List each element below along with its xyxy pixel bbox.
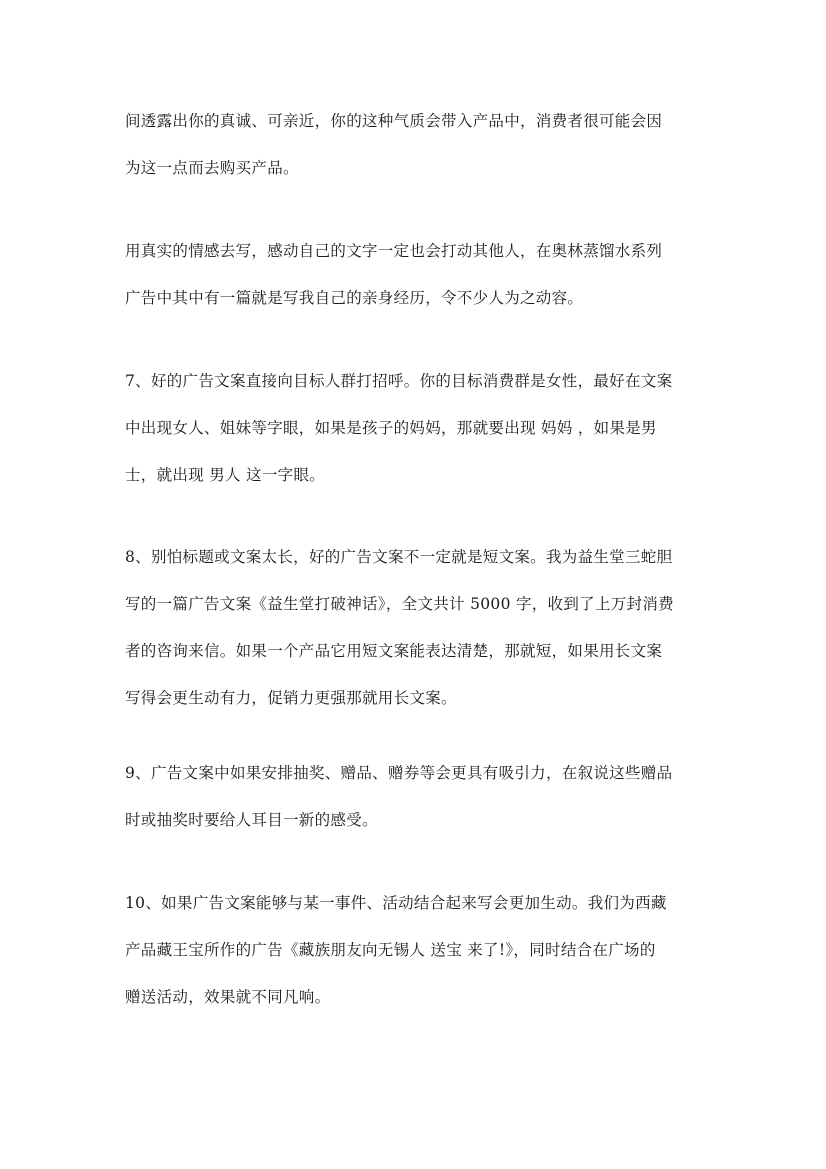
paragraph-point-7	[125, 358, 705, 499]
text-line: 者的咨询来信。如果一个产品它用短文案能表达清楚，那就短，如果用长文案	[125, 642, 663, 660]
text-line: 8、别怕标题或文案太长，好的广告文案不一定就是短文案。我为益生堂三蛇胆	[125, 548, 673, 566]
text-line: 中出现女人、姐妹等字眼，如果是孩子的妈妈，那就要出现 妈妈 ，如果是男	[125, 419, 657, 437]
text-line: 为这一点而去购买产品。	[125, 159, 299, 177]
paragraph-point-8	[125, 534, 705, 722]
text-line: 7、好的广告文案直接向目标人群打招呼。你的目标消费群是女性，最好在文案	[125, 372, 673, 390]
text-line: 写的一篇广告文案《益生堂打破神话》，全文共计 5000 字，收到了上万封消费	[125, 595, 674, 613]
paragraph-real-emotion	[125, 228, 705, 322]
text-line: 产品藏王宝所作的广告《藏族朋友向无锡人 送宝 来了!》，同时结合在广场的	[125, 941, 656, 959]
text-line: 广告中其中有一篇就是写我自己的亲身经历，令不少人为之动容。	[125, 289, 584, 307]
text-line: 10、如果广告文案能够与某一事件、活动结合起来写会更加生动。我们为西藏	[125, 894, 667, 912]
paragraph-point-10	[125, 880, 705, 1021]
text-line: 赠送活动，效果就不同凡响。	[125, 988, 331, 1006]
text-line: 士，就出现 男人 这一字眼。	[125, 466, 326, 484]
paragraph-sincerity	[125, 98, 705, 192]
paragraph-point-9	[125, 750, 705, 844]
text-line: 用真实的情感去写，感动自己的文字一定也会打动其他人，在奥林蒸馏水系列	[125, 242, 663, 260]
text-line: 9、广告文案中如果安排抽奖、赠品、赠券等会更具有吸引力，在叙说这些赠品	[125, 764, 673, 782]
text-line: 写得会更生动有力，促销力更强那就用长文案。	[125, 689, 457, 707]
text-line: 时或抽奖时要给人耳目一新的感受。	[125, 811, 378, 829]
text-line: 间透露出你的真诚、可亲近，你的这种气质会带入产品中，消费者很可能会因	[125, 112, 663, 130]
